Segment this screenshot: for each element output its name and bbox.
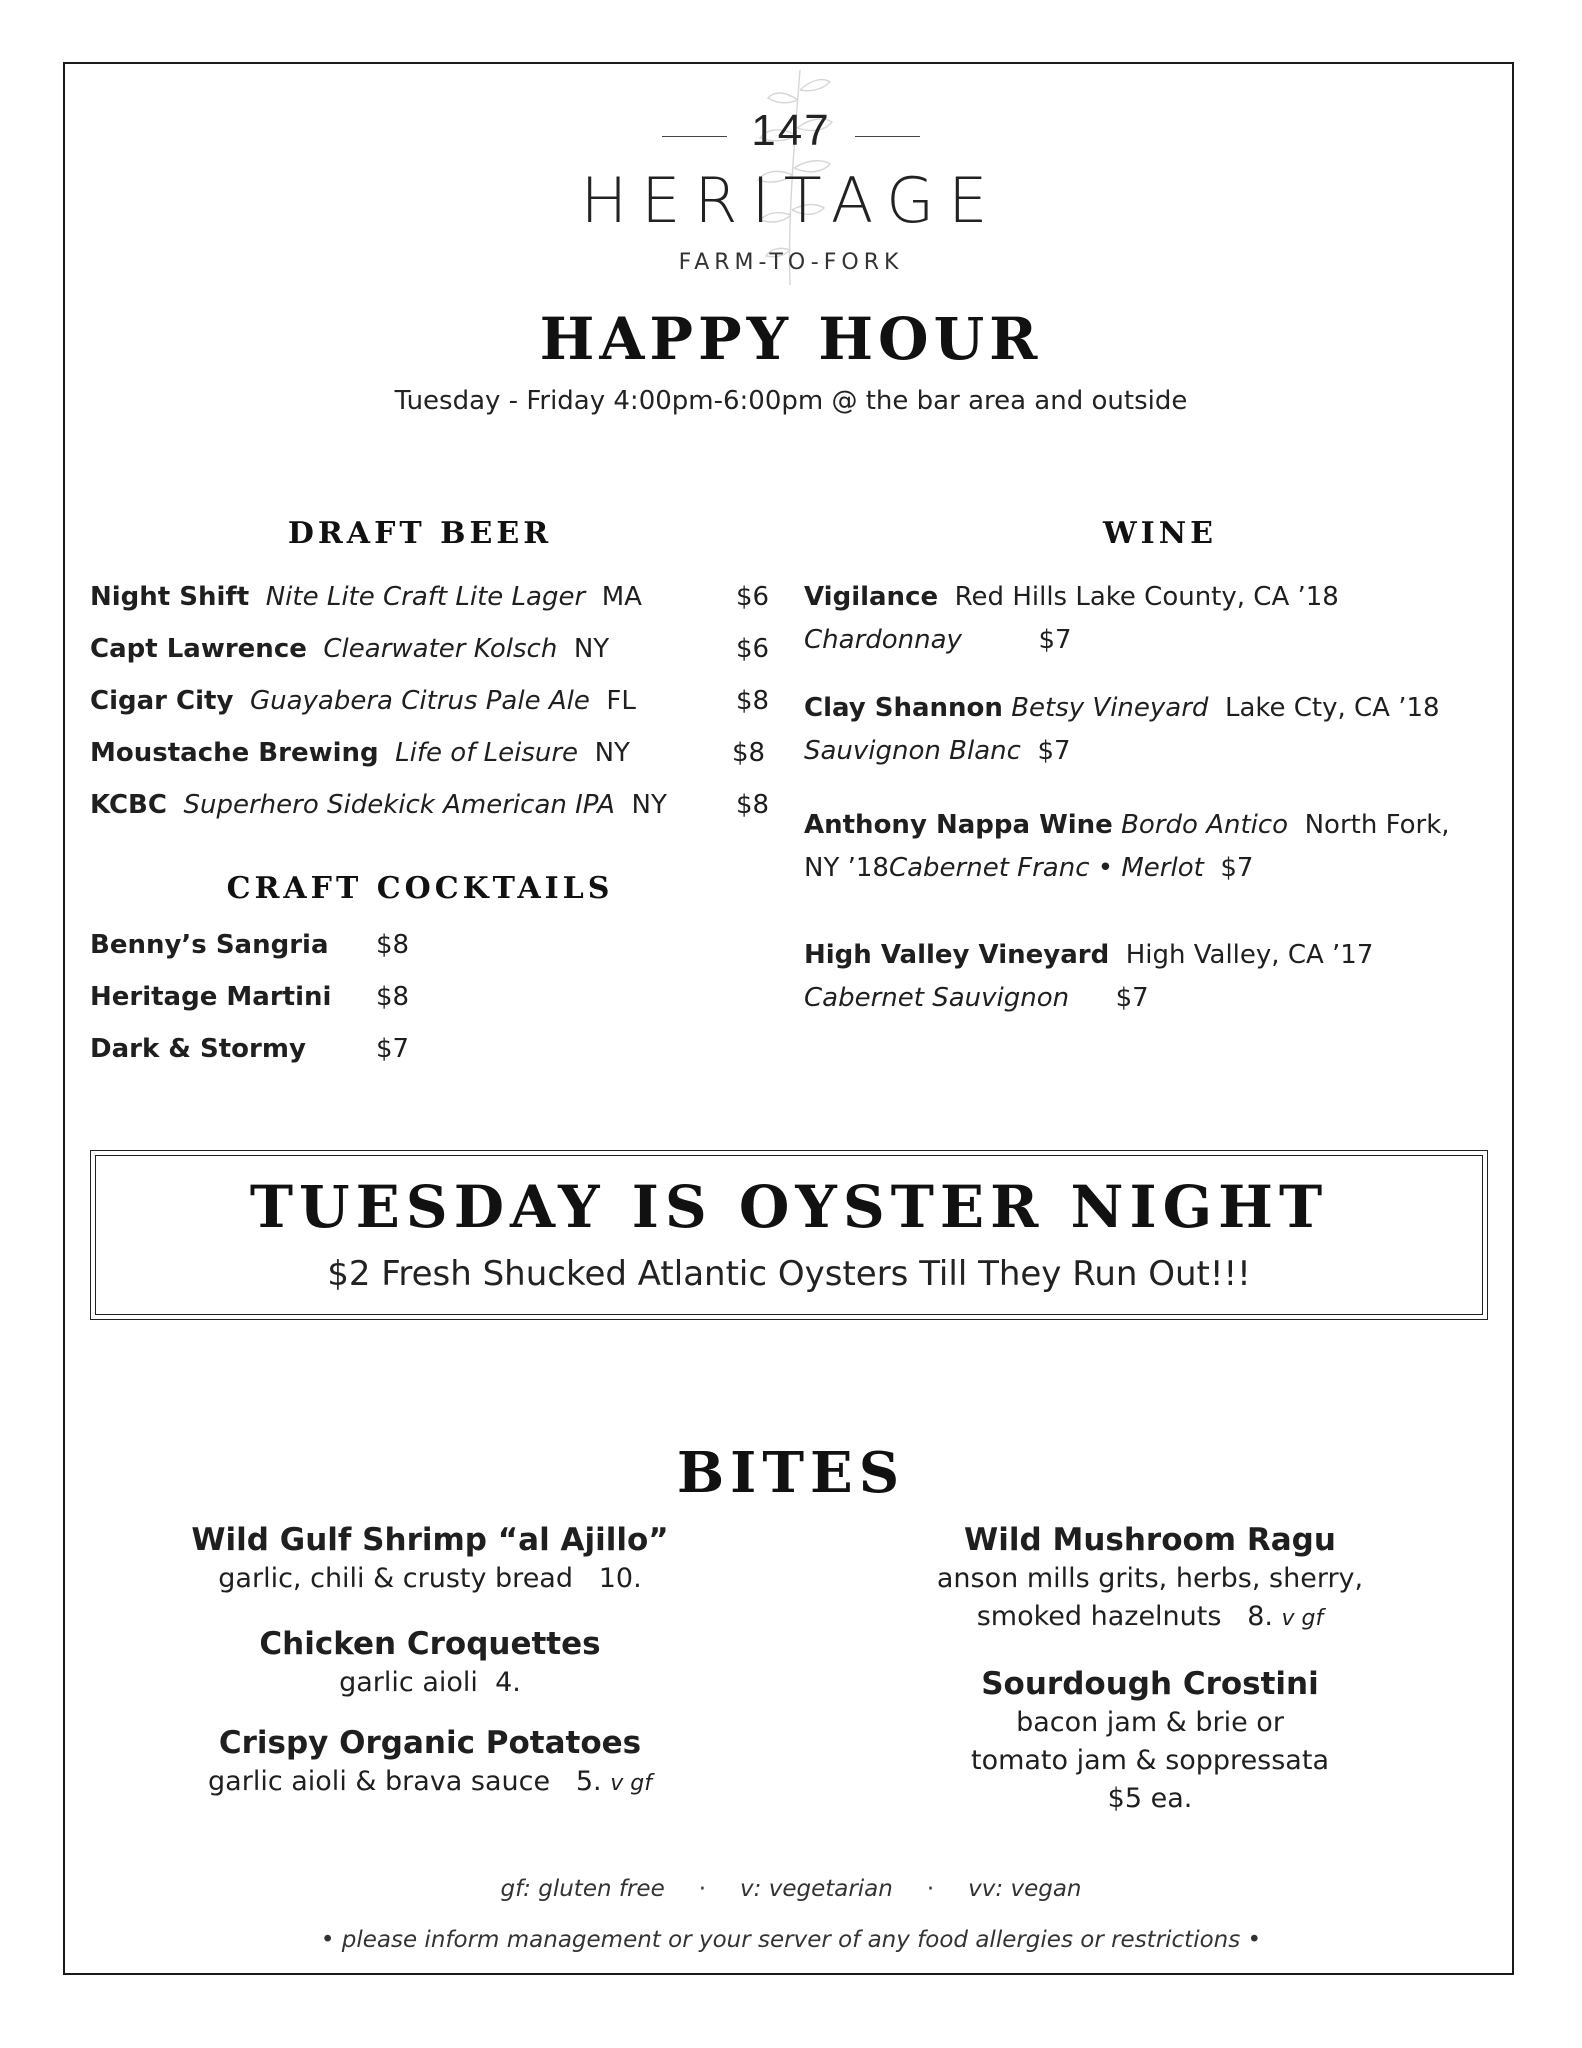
list-item (804, 693, 1440, 723)
wine-price: $7 (1038, 625, 1072, 655)
list-item (90, 790, 667, 820)
beer-state: NY (594, 738, 630, 768)
brewery-name: Moustache Brewing (90, 738, 379, 768)
cocktail-name: Benny’s Sangria (90, 930, 329, 960)
wine-producer: Anthony Nappa Wine (804, 810, 1113, 840)
restaurant-logo (500, 60, 1082, 290)
legend-vv: vv: vegan (968, 1876, 1082, 1902)
beer-price: $6 (736, 582, 770, 612)
beer-state: FL (606, 686, 636, 716)
wine-region-cont: NY ’18 (804, 853, 889, 883)
wine-varietal: Sauvignon Blanc (804, 736, 1021, 766)
list-item (804, 582, 1339, 612)
bite-name: Chicken Croquettes (259, 1626, 601, 1662)
list-item (804, 983, 1149, 1013)
draft-beer-heading: DRAFT BEER (287, 516, 553, 551)
beer-price: $8 (732, 738, 766, 768)
beer-state: NY (631, 790, 667, 820)
wine-price: $7 (1037, 736, 1071, 766)
wine-region: Red Hills Lake County, CA ’18 (954, 582, 1339, 612)
list-item (90, 738, 630, 768)
beer-state: MA (601, 582, 642, 612)
bite-item (880, 1664, 1420, 1818)
logo-name: HERITAGE (580, 164, 1002, 237)
wine-varietal: Cabernet Sauvignon (804, 983, 1070, 1013)
oyster-night-banner (90, 1150, 1488, 1320)
beer-name: Life of Leisure (395, 738, 579, 768)
beer-price: $8 (736, 790, 770, 820)
bites-heading: BITES (676, 1440, 906, 1506)
brewery-name: Night Shift (90, 582, 250, 612)
legend-separator: · (926, 1876, 935, 1902)
list-item (804, 810, 1450, 840)
list-item (90, 582, 642, 612)
legend-v: v: vegetarian (740, 1876, 893, 1902)
page-title: HAPPY HOUR (539, 305, 1043, 373)
list-item (90, 686, 636, 716)
oyster-title: TUESDAY IS OYSTER NIGHT (249, 1173, 1329, 1241)
legend-gf: gf: gluten free (500, 1876, 665, 1902)
diet-note: v gf (610, 1771, 652, 1796)
cocktail-price: $8 (376, 930, 410, 960)
beer-name: Guayabera Citrus Pale Ale (249, 686, 590, 716)
bite-desc: garlic aioli (339, 1667, 478, 1698)
wine-region: North Fork, (1304, 810, 1450, 840)
oyster-subtitle: $2 Fresh Shucked Atlantic Oysters Till They Run Out!!! (327, 1254, 1251, 1294)
wine-region: Lake Cty, CA ’18 (1224, 693, 1440, 723)
cocktail-name: Dark & Stormy (90, 1034, 306, 1064)
cocktail-price: $8 (376, 982, 410, 1012)
bite-price: 4. (495, 1667, 521, 1698)
wine-heading: WINE (1102, 516, 1217, 551)
wine-region: High Valley, CA ’17 (1125, 940, 1374, 970)
wine-varietal: Cabernet Franc • Merlot (888, 853, 1204, 883)
legend-separator: · (698, 1876, 707, 1902)
allergy-notice: • please inform management or your server of any food allergies or restrictions • (320, 1927, 1262, 1953)
bite-desc: garlic, chili & crusty bread (218, 1563, 573, 1594)
bite-desc: garlic aioli & brava sauce (208, 1766, 551, 1797)
list-item (804, 736, 1071, 766)
bite-item (150, 1723, 710, 1803)
bite-name: Wild Gulf Shrimp “al Ajillo” (191, 1522, 669, 1558)
wine-producer: Clay Shannon (804, 693, 1003, 723)
logo-tagline: FARM-TO-FORK (678, 250, 904, 275)
list-item (90, 634, 609, 664)
beer-name: Superhero Sidekick American IPA (183, 790, 615, 820)
wine-producer: High Valley Vineyard (804, 940, 1110, 970)
beer-state: NY (573, 634, 610, 664)
bite-price: $5 ea. (1107, 1783, 1193, 1814)
wine-price: $7 (1220, 853, 1254, 883)
brewery-name: KCBC (90, 790, 167, 820)
beer-name: Nite Lite Craft Lite Lager (265, 582, 586, 612)
diet-note: v gf (1281, 1606, 1324, 1631)
bite-price: 10. (598, 1563, 642, 1594)
list-item (804, 853, 1253, 883)
bite-desc: smoked hazelnuts (976, 1601, 1222, 1632)
beer-price: $6 (736, 634, 770, 664)
bite-price: 8. (1247, 1601, 1273, 1632)
bite-name: Crispy Organic Potatoes (218, 1725, 642, 1761)
logo-number: 147 (751, 106, 831, 155)
bite-price: 5. (575, 1766, 602, 1797)
bite-desc: tomato jam & soppressata (970, 1745, 1329, 1776)
wine-producer: Vigilance (804, 582, 939, 612)
bite-item (150, 1520, 710, 1598)
diet-legend (0, 1876, 1582, 1902)
bite-item (880, 1520, 1420, 1638)
list-item (804, 625, 1072, 655)
bite-name: Sourdough Crostini (981, 1666, 1319, 1702)
bite-desc: bacon jam & brie or (1016, 1707, 1284, 1738)
cocktail-name: Heritage Martini (90, 982, 332, 1012)
cocktails-heading: CRAFT COCKTAILS (226, 871, 614, 906)
list-item (804, 940, 1373, 970)
beer-name: Clearwater Kolsch (323, 634, 558, 664)
wine-name: Betsy Vineyard (1011, 693, 1209, 723)
cocktail-price: $7 (376, 1034, 410, 1064)
bite-desc: anson mills grits, herbs, sherry, (936, 1563, 1364, 1594)
page-subtitle: Tuesday - Friday 4:00pm-6:00pm @ the bar area and outside (394, 386, 1188, 416)
beer-price: $8 (736, 686, 770, 716)
bite-item (150, 1624, 710, 1702)
brewery-name: Capt Lawrence (90, 634, 307, 664)
wine-name: Bordo Antico (1121, 810, 1289, 840)
bite-name: Wild Mushroom Ragu (964, 1522, 1336, 1558)
wine-price: $7 (1115, 983, 1149, 1013)
brewery-name: Cigar City (90, 686, 234, 716)
wine-varietal: Chardonnay (804, 625, 962, 655)
